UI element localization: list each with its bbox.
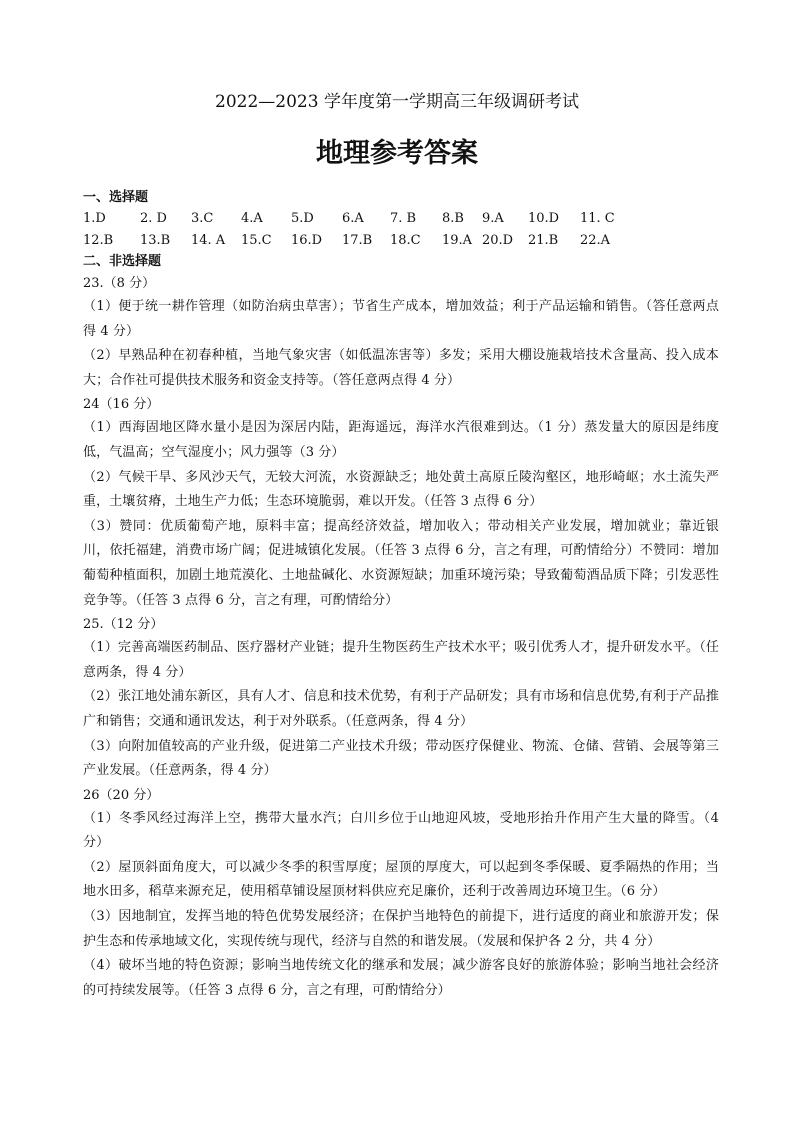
question-26-answer-3: （3）因地制宜，发挥当地的特色优势发展经济；在保护当地特色的前提下，进行适度的商业和旅游开发；保护生态和传承地域文化，实现传统与现代，经济与自然的和谐发展。（发展和保护各 2 分，共 4 分） <box>83 909 719 949</box>
answer-item: 18.C <box>390 233 421 248</box>
answer-item: 4.A <box>241 211 263 226</box>
answer-item: 3.C <box>191 211 214 226</box>
question-26-header: 26（20 分） <box>83 787 160 803</box>
answer-body <box>83 188 719 1003</box>
answer-item: 19.A <box>442 233 473 248</box>
answer-item: 9.A <box>482 211 504 226</box>
exam-title: 2022—2023 学年度第一学期高三年级调研考试 <box>215 92 579 112</box>
question-25-answer-1: （1）完善高端医药制品、医疗器材产业链；提升生物医药生产技术水平；吸引优秀人才，提升研发水平。（任意两条，得 4 分） <box>83 640 719 680</box>
answer-row-1 <box>83 208 719 230</box>
question-26-answer-2: （2）屋顶斜面角度大，可以减少冬季的积雪厚度；屋顶的厚度大，可以起到冬季保暖、夏季隔热的作用；当地水田多，稻草来源充足，使用稻草铺设屋顶材料供应充足廉价，还利于改善周边环境卫生。（6 分） <box>83 859 719 900</box>
answer-item: 10.D <box>528 211 560 226</box>
question-24-answer-1: （1）西海固地区降水量小是因为深居内陆，距海遥远，海洋水汽很难到达。（1 分）蒸发量大的原因是纬度低，气温高；空气湿度小；风力强等（3 分） <box>83 420 719 460</box>
answer-item: 7. B <box>390 211 417 226</box>
question-24-answer-3: （3）赞同：优质葡萄产地，原料丰富；提高经济效益，增加收入；带动相关产业发展，增加就业；靠近银川，依托福建，消费市场广阔；促进城镇化发展。（任答 3 点得 6 分，言之有理，可酌情给分）不赞同：增加葡萄种植面积，加剧土地荒漠化、土地盐碱化、水资源短缺；加重环境污染；导致葡萄酒品质下降；引发恶性竞争等。（任答 3 点得 6 分，言之有理，可酌情给分） <box>83 518 719 608</box>
answer-item: 16.D <box>291 233 323 248</box>
question-23-answer-1: （1）便于统一耕作管理（如防治病虫草害）；节省生产成本，增加效益；利于产品运输和销售。（答任意两点得 4 分） <box>83 299 719 339</box>
question-25-answer-2: （2）张江地处浦东新区，具有人才、信息和技术优势，有利于产品研发；具有市场和信息优势,有利于产品推广和销售；交通和通讯发达，利于对外联系。（任意两条，得 4 分） <box>83 689 719 729</box>
question-25-answer-3: （3）向附加值较高的产业升级，促进第二产业技术升级；带动医疗保健业、物流、仓储、营销、会展等第三产业发展。（任意两条，得 4 分） <box>83 738 719 779</box>
answer-row-2 <box>83 230 719 252</box>
answer-item: 5.D <box>291 211 314 226</box>
section-heading-nonchoice: 二、非选择题 <box>83 254 162 269</box>
question-26-answer-1: （1）冬季风经过海洋上空，携带大量水汽；白川乡位于山地迎风坡，受地形抬升作用产生大量的降雪。（4 分） <box>83 810 719 851</box>
answer-item: 6.A <box>342 211 364 226</box>
answer-item: 14. A <box>191 233 226 248</box>
question-25-header: 25.（12 分） <box>83 617 164 633</box>
question-23-header: 23.（8 分） <box>83 276 156 291</box>
question-24-header: 24（16 分） <box>83 397 160 413</box>
question-26-answer-4: （4）破坏当地的特色资源；影响当地传统文化的继承和发展；减少游客良好的旅游体验；影响当地社会经济的可持续发展等。（任答 3 点得 6 分，言之有理，可酌情给分） <box>83 958 719 998</box>
question-23-answer-2: （2）早熟品种在初春种植，当地气象灾害（如低温冻害等）多发；采用大棚设施栽培技术含量高、投入成本大；合作社可提供技术服务和资金支持等。（答任意两点得 4 分） <box>83 348 719 388</box>
answer-item: 12.B <box>83 233 114 248</box>
answer-item: 2. D <box>140 211 167 226</box>
section-heading-choice: 一、选择题 <box>83 190 149 205</box>
document-subtitle: 地理参考答案 <box>316 138 478 169</box>
answer-item: 22.A <box>580 233 611 248</box>
question-24-answer-2: （2）气候干旱、多风沙天气，无较大河流，水资源缺乏；地处黄土高原丘陵沟壑区，地形崎岖；水土流失严重，土壤贫瘠，土地生产力低；生态环境脆弱，难以开发。（任答 3 点得 6 分） <box>83 469 719 510</box>
answer-item: 13.B <box>140 233 171 248</box>
answer-item: 21.B <box>528 233 559 248</box>
answer-item: 1.D <box>83 211 106 226</box>
answer-item: 20.D <box>482 233 514 248</box>
answer-item: 15.C <box>241 233 272 248</box>
answer-item: 11. C <box>580 211 615 226</box>
answer-item: 8.B <box>442 211 464 226</box>
answer-item: 17.B <box>342 233 373 248</box>
